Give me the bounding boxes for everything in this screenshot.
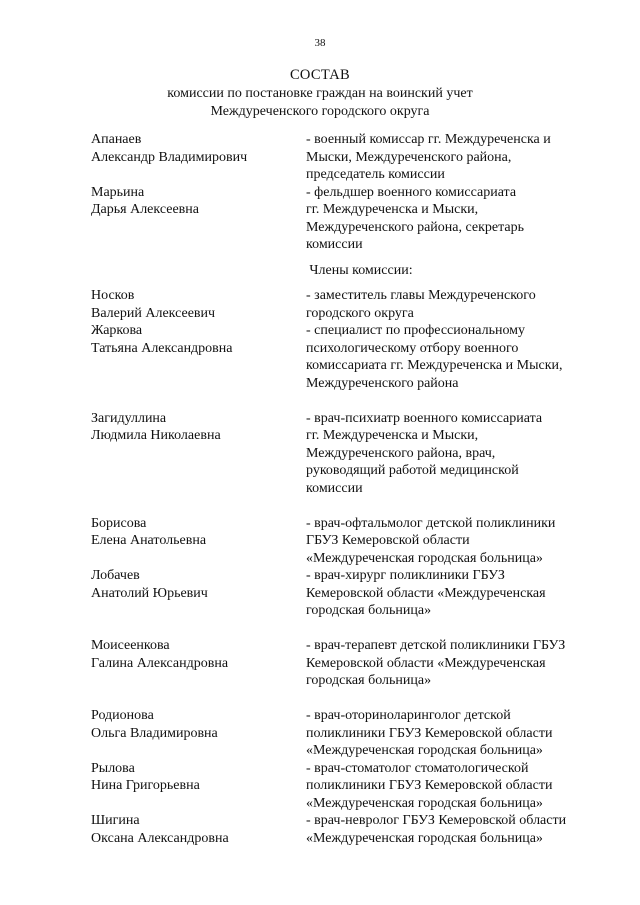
role-line: Мыски, Междуреченского района, <box>306 149 512 165</box>
member-surname: Апанаев <box>91 132 142 147</box>
role-line: городская больница» <box>306 603 432 618</box>
role-line: - врач-офтальмолог детской поликлиники <box>306 515 556 531</box>
list-item <box>91 287 611 322</box>
member-name <box>91 322 306 392</box>
role-line: «Междуреченская городская больница» <box>306 795 543 811</box>
title-subtitle-line-1: комиссии по постановке граждан на воинский учет <box>167 86 473 101</box>
member-role <box>306 184 611 254</box>
role-line: - врач-психиатр военного комиссариата <box>306 410 543 426</box>
role-line: «Междуреченская городская больница» <box>306 830 543 846</box>
member-name <box>91 812 306 847</box>
member-surname: Шигина <box>91 813 140 828</box>
member-role <box>306 567 611 620</box>
member-given-name: Людмила Николаевна <box>91 428 221 443</box>
title-main: СОСТАВ <box>289 67 351 83</box>
member-surname: Жаркова <box>91 323 143 338</box>
member-given-name: Дарья Алексеевна <box>91 202 199 217</box>
member-role <box>306 410 611 498</box>
member-role <box>306 131 611 184</box>
member-given-name: Елена Анатольевна <box>91 533 207 548</box>
member-surname: Родионова <box>91 708 154 723</box>
member-surname: Лобачев <box>91 568 140 583</box>
list-item <box>91 322 611 392</box>
role-line: - врач-терапевт детской поликлиники ГБУЗ <box>306 638 566 653</box>
role-line: комиссии <box>306 237 363 252</box>
document-title <box>0 66 640 121</box>
role-line: - врач-оториноларинголог детской <box>306 708 511 723</box>
member-surname: Носков <box>91 288 135 303</box>
role-line: Кемеровской области «Междуреченская <box>306 655 546 671</box>
role-line: поликлиники ГБУЗ Кемеровской области <box>306 778 553 793</box>
member-name <box>91 410 306 498</box>
role-line: - заместитель главы Междуреченского <box>306 288 536 303</box>
page-number: 38 <box>314 37 326 49</box>
member-surname: Борисова <box>91 515 147 531</box>
member-given-name: Валерий Алексеевич <box>91 305 216 321</box>
role-line: гг. Междуреченска и Мыски, <box>306 202 479 217</box>
member-given-name: Оксана Александровна <box>91 830 229 846</box>
role-line: - фельдшер военного комиссариата <box>306 184 517 200</box>
member-role <box>306 637 611 690</box>
member-role <box>306 812 611 847</box>
role-line: председатель комиссии <box>306 167 445 182</box>
role-line: - врач-хирург поликлиники ГБУЗ <box>306 568 505 583</box>
member-surname: Моисеенкова <box>91 638 170 653</box>
member-name <box>91 760 306 813</box>
role-line: комиссии <box>306 480 363 496</box>
member-role <box>306 707 611 760</box>
role-line: ГБУЗ Кемеровской области <box>306 533 470 548</box>
role-line: руководящий работой медицинской <box>306 463 519 478</box>
role-line: Междуреченского района <box>306 375 459 391</box>
list-item <box>91 184 611 254</box>
role-line: «Междуреченская городская больница» <box>306 743 543 758</box>
member-role <box>306 760 611 813</box>
list-item <box>91 812 611 847</box>
title-subtitle-line-2: Междуреченского городского округа <box>210 104 430 119</box>
list-item <box>91 410 611 498</box>
member-given-name: Александр Владимирович <box>91 149 248 165</box>
role-line: - врач-невролог ГБУЗ Кемеровской области <box>306 813 567 828</box>
member-name <box>91 287 306 322</box>
member-role <box>306 515 611 568</box>
role-line: - военный комиссар гг. Междуреченска и <box>306 132 551 147</box>
member-name <box>91 707 306 760</box>
member-given-name: Галина Александровна <box>91 655 229 671</box>
member-given-name: Ольга Владимировна <box>91 725 218 741</box>
member-given-name: Нина Григорьевна <box>91 778 200 793</box>
role-line: комиссариата гг. Междуреченска и Мыски, <box>306 358 563 373</box>
role-line: городская больница» <box>306 673 432 688</box>
role-line: - врач-стоматолог стоматологической <box>306 760 529 776</box>
member-name <box>91 131 306 184</box>
member-name <box>91 567 306 620</box>
role-line: Междуреченского района, секретарь <box>306 219 524 235</box>
list-item <box>91 515 611 568</box>
list-item <box>91 567 611 620</box>
list-item <box>91 707 611 760</box>
list-item <box>91 637 611 690</box>
member-role <box>306 287 611 322</box>
member-name <box>91 184 306 254</box>
member-name <box>91 637 306 690</box>
role-line: Кемеровской области «Междуреченская <box>306 585 546 601</box>
role-line: «Междуреченская городская больница» <box>306 550 543 566</box>
member-surname: Загидуллина <box>91 410 167 426</box>
list-item <box>91 760 611 813</box>
role-line: психологическому отбору военного <box>306 340 519 356</box>
member-given-name: Татьяна Александровна <box>91 340 233 356</box>
member-role <box>306 322 611 392</box>
member-given-name: Анатолий Юрьевич <box>91 585 208 601</box>
member-surname: Рылова <box>91 760 135 776</box>
role-line: поликлиники ГБУЗ Кемеровской области <box>306 725 553 741</box>
role-line: городского округа <box>306 305 414 321</box>
role-line: Междуреченского района, врач, <box>306 445 496 461</box>
commission-list <box>91 131 611 847</box>
member-surname: Марьина <box>91 184 145 200</box>
member-name <box>91 515 306 568</box>
role-line: - специалист по профессиональному <box>306 323 526 338</box>
list-item <box>91 131 611 184</box>
members-heading: Члены комиссии: <box>309 262 413 278</box>
role-line: гг. Междуреченска и Мыски, <box>306 428 479 443</box>
